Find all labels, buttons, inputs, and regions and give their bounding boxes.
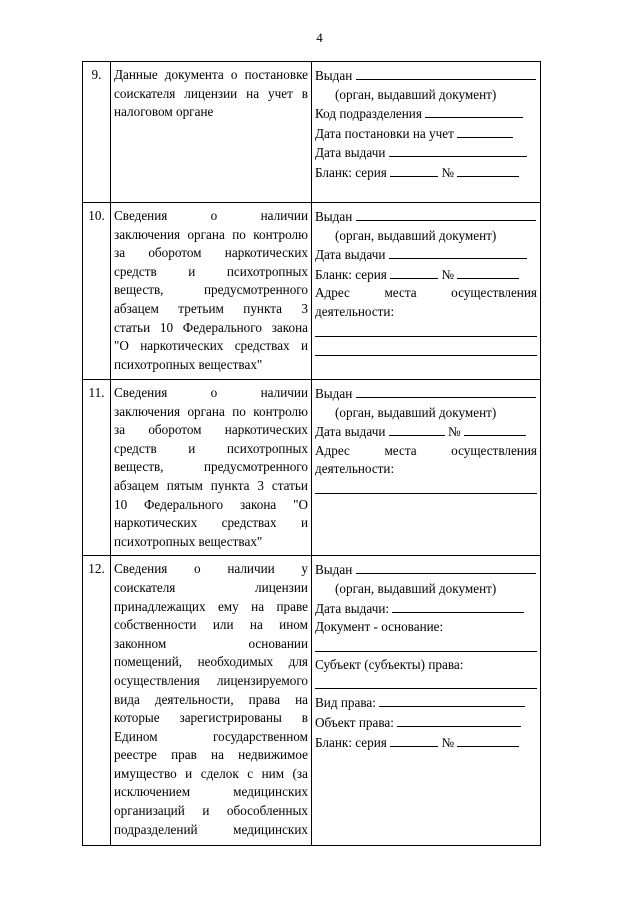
right-subjects-blank[interactable] bbox=[315, 674, 537, 689]
issue-date-blank[interactable] bbox=[389, 422, 445, 436]
title-line: соискателя лицензии на учет в bbox=[114, 85, 308, 101]
title-line: абзацем третьим пункта 3 bbox=[114, 300, 308, 316]
row-fields bbox=[312, 556, 541, 846]
form-series-field bbox=[315, 265, 537, 285]
number-sign: № bbox=[441, 164, 455, 180]
title-line: налоговом органе bbox=[114, 104, 214, 120]
series-blank[interactable] bbox=[390, 733, 438, 747]
title-line: психотропных веществах" bbox=[114, 356, 263, 372]
basis-document-label: Документ - основание: bbox=[315, 619, 444, 635]
title-line: собственности или на ином bbox=[114, 617, 308, 633]
issued-blank[interactable] bbox=[356, 560, 536, 574]
address-blank-line[interactable] bbox=[315, 341, 537, 356]
right-object-blank[interactable] bbox=[397, 713, 521, 727]
right-type-field bbox=[315, 693, 537, 713]
title-line: средств и психотропных bbox=[114, 263, 308, 279]
table-row-12 bbox=[83, 556, 541, 846]
table-row-10 bbox=[83, 203, 541, 380]
title-line: за оборотом наркотических bbox=[114, 245, 308, 261]
basis-document-blank[interactable] bbox=[315, 637, 537, 652]
row-number: 12. bbox=[83, 556, 111, 846]
address-label: Адрес места осуществления bbox=[315, 285, 537, 301]
form-series-label: Бланк: серия bbox=[315, 164, 387, 180]
unit-code-blank[interactable] bbox=[425, 104, 523, 118]
title-line: принадлежащих ему на праве bbox=[114, 598, 308, 614]
number-sign: № bbox=[448, 424, 461, 440]
row-number: 9. bbox=[83, 62, 111, 203]
registration-date-blank[interactable] bbox=[457, 124, 513, 138]
title-line: веществ, предусмотренного bbox=[114, 282, 308, 298]
license-form-table bbox=[82, 61, 541, 846]
title-line: заключения органа по контролю bbox=[114, 403, 308, 419]
row-number: 11. bbox=[83, 380, 111, 556]
title-line: заключения органа по контролю bbox=[114, 226, 308, 242]
table-row-9 bbox=[83, 62, 541, 203]
title-line: имущество и сделок с ним (за bbox=[114, 765, 308, 781]
issued-blank[interactable] bbox=[356, 66, 536, 80]
title-line: психотропных веществах" bbox=[114, 533, 263, 549]
issued-blank[interactable] bbox=[356, 207, 536, 221]
right-type-blank[interactable] bbox=[379, 693, 525, 707]
form-series-field bbox=[315, 163, 537, 183]
right-object-field bbox=[315, 713, 537, 733]
title-line: абзацем пятым пункта 3 статьи bbox=[114, 477, 308, 493]
title-line: Сведения о наличии bbox=[114, 208, 308, 223]
issued-label: Выдан bbox=[315, 562, 353, 578]
row-title bbox=[111, 556, 312, 846]
unit-code-field bbox=[315, 104, 537, 124]
row-fields bbox=[312, 203, 541, 380]
issue-date-blank[interactable] bbox=[389, 143, 527, 157]
registration-date-field bbox=[315, 124, 537, 144]
issue-date-blank[interactable] bbox=[392, 599, 524, 613]
title-line: средств и психотропных bbox=[114, 440, 308, 456]
row-title bbox=[111, 203, 312, 380]
row-fields bbox=[312, 62, 541, 203]
issued-label: Выдан bbox=[315, 68, 353, 83]
row-title bbox=[111, 62, 312, 203]
series-blank[interactable] bbox=[390, 265, 438, 279]
title-line: вида деятельности, права на bbox=[114, 691, 308, 707]
issuer-hint: (орган, выдавший документ) bbox=[335, 404, 497, 420]
issue-date-field bbox=[315, 143, 537, 163]
issue-date-field bbox=[315, 422, 537, 442]
address-blank-line[interactable] bbox=[315, 479, 537, 494]
title-line: организаций и обособленных bbox=[114, 803, 308, 819]
address-label: Адрес места осуществления bbox=[315, 442, 537, 458]
issuer-hint: (орган, выдавший документ) bbox=[335, 580, 497, 596]
title-line: реестре прав на недвижимое bbox=[114, 747, 308, 763]
number-blank[interactable] bbox=[457, 733, 519, 747]
title-line: Сведения о наличии у bbox=[114, 561, 308, 577]
title-line: наркотических средствах и bbox=[114, 515, 308, 531]
form-series-label: Бланк: серия bbox=[315, 734, 387, 750]
title-line: осуществления лицензируемого bbox=[114, 672, 308, 688]
right-type-label: Вид права: bbox=[315, 695, 376, 711]
number-sign: № bbox=[441, 266, 455, 282]
title-line: Сведения о наличии bbox=[114, 385, 308, 400]
title-line: за оборотом наркотических bbox=[114, 422, 308, 438]
number-sign: № bbox=[441, 734, 455, 750]
issuer-hint: (орган, выдавший документ) bbox=[335, 227, 497, 243]
title-line: 10 Федерального закона "О bbox=[114, 496, 308, 512]
issued-blank[interactable] bbox=[356, 384, 536, 398]
title-line: соискателя лицензии bbox=[114, 579, 308, 595]
number-blank[interactable] bbox=[464, 422, 526, 436]
title-line: исключением медицинских bbox=[114, 784, 308, 800]
title-line: веществ, предусмотренного bbox=[114, 459, 308, 475]
number-blank[interactable] bbox=[457, 265, 519, 279]
issue-date-label: Дата выдачи: bbox=[315, 600, 390, 616]
issue-date-field bbox=[315, 599, 537, 619]
page-number: 4 bbox=[316, 30, 323, 45]
title-line: законном основании bbox=[114, 635, 308, 651]
title-line: подразделений медицинских bbox=[114, 821, 308, 837]
row-title bbox=[111, 380, 312, 556]
form-series-label: Бланк: серия bbox=[315, 266, 387, 282]
table-row-11 bbox=[83, 380, 541, 556]
issued-label: Выдан bbox=[315, 386, 353, 401]
issued-field bbox=[315, 66, 537, 86]
right-subjects-label: Субъект (субъекты) права: bbox=[315, 656, 464, 672]
form-series-field bbox=[315, 733, 537, 753]
issued-field bbox=[315, 207, 537, 227]
title-line: помещений, необходимых для bbox=[114, 654, 308, 670]
unit-code-label: Код подразделения bbox=[315, 106, 422, 122]
right-object-label: Объект права: bbox=[315, 714, 394, 730]
issue-date-field bbox=[315, 245, 537, 265]
title-line: Едином государственном bbox=[114, 728, 308, 744]
issue-date-label: Дата выдачи bbox=[315, 145, 386, 161]
series-blank[interactable] bbox=[390, 163, 438, 177]
issue-date-label: Дата выдачи bbox=[315, 424, 386, 440]
issue-date-blank[interactable] bbox=[389, 245, 527, 259]
activity-label: деятельности: bbox=[315, 461, 395, 477]
row-number: 10. bbox=[83, 203, 111, 380]
number-blank[interactable] bbox=[457, 163, 519, 177]
activity-label: деятельности: bbox=[315, 303, 395, 319]
title-line: которые зарегистрированы в bbox=[114, 710, 308, 726]
address-blank-line[interactable] bbox=[315, 322, 537, 337]
issuer-hint: (орган, выдавший документ) bbox=[335, 86, 497, 102]
title-line: Данные документа о постановке bbox=[114, 67, 308, 82]
title-line: "О наркотических средствах и bbox=[114, 338, 308, 354]
issued-field bbox=[315, 560, 537, 580]
issue-date-label: Дата выдачи bbox=[315, 247, 386, 263]
row-fields bbox=[312, 380, 541, 556]
issued-label: Выдан bbox=[315, 209, 353, 224]
registration-date-label: Дата постановки на учет bbox=[315, 125, 454, 141]
issued-field bbox=[315, 384, 537, 404]
title-line: статьи 10 Федерального закона bbox=[114, 319, 308, 335]
